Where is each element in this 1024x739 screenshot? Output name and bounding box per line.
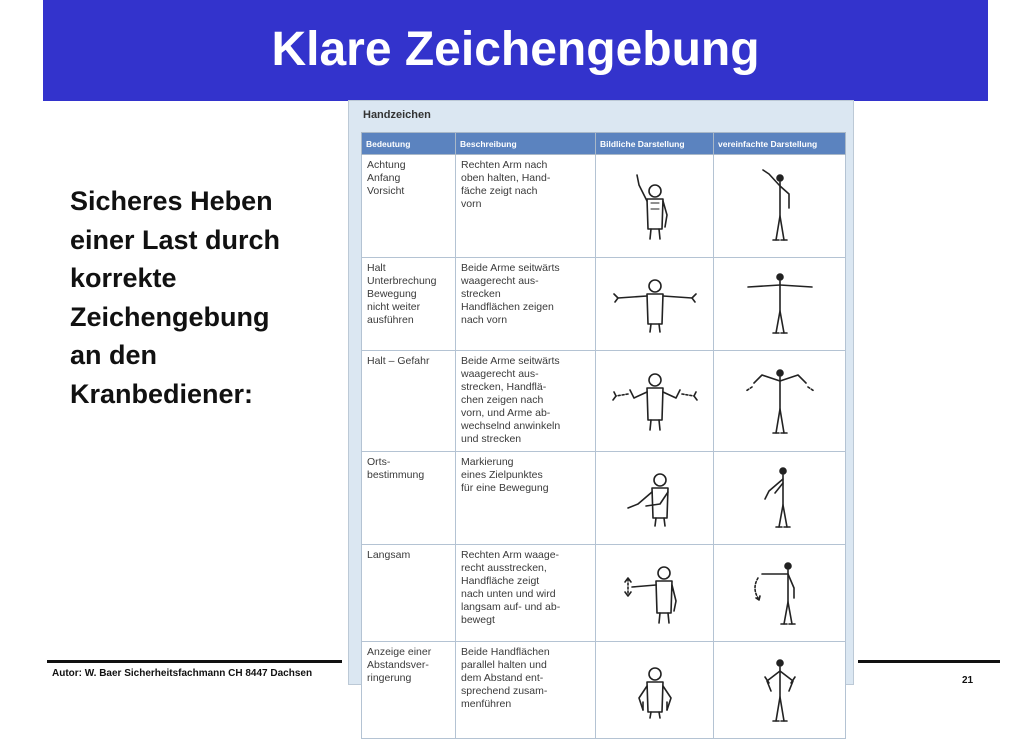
description-cell: Beide Arme seitwärts waagerecht aus- strecken, Handflä- chen zeigen nach vorn, und Arme ab- wechselnd anwinkeln und strecken bbox=[456, 351, 596, 452]
meaning-cell: Anzeige einer Abstandsver- ringerung bbox=[362, 642, 456, 739]
arm-raised-icon bbox=[755, 168, 805, 244]
meaning-cell: Halt – Gefahr bbox=[362, 351, 456, 452]
table-row bbox=[362, 155, 846, 258]
table-header-row bbox=[362, 133, 846, 155]
description-cell: Beide Handflächen parallel halten und dem Abstand ent- sprechend zusam- menführen bbox=[456, 642, 596, 739]
intro-line: korrekte bbox=[70, 263, 177, 293]
stick-figure-cell bbox=[714, 452, 846, 545]
description-cell: Beide Arme seitwärts waagerecht aus- strecken Handflächen zeigen nach vorn bbox=[456, 258, 596, 351]
footer-author: Autor: W. Baer Sicherheitsfachmann CH 8447 Dachsen bbox=[52, 668, 313, 679]
hand-signals-table bbox=[361, 132, 846, 739]
meaning-cell: Achtung Anfang Vorsicht bbox=[362, 155, 456, 258]
description-cell: Rechten Arm waage- recht ausstrecken, Handfläche zeigt nach unten und wird langsam auf- und ab- bewegt bbox=[456, 545, 596, 642]
slide-title: Klare Zeichengebung bbox=[271, 23, 760, 76]
slow-motion-icon bbox=[748, 558, 812, 628]
point-target-icon bbox=[755, 465, 805, 531]
intro-line: an den bbox=[70, 340, 158, 370]
meaning-cell: Halt Unterbrechung Bewegung nicht weiter ausführen bbox=[362, 258, 456, 351]
illustration-cell bbox=[596, 452, 714, 545]
table-row bbox=[362, 545, 846, 642]
stick-figure-cell bbox=[714, 351, 846, 452]
intro-text bbox=[70, 182, 340, 413]
column-header: vereinfachte Darstellung bbox=[714, 133, 846, 155]
arms-spread-icon bbox=[742, 271, 818, 337]
intro-line: Kranbediener: bbox=[70, 378, 254, 409]
meaning-cell: Langsam bbox=[362, 545, 456, 642]
table-row bbox=[362, 452, 846, 545]
hand-signals-scan bbox=[348, 100, 854, 710]
stick-figure-cell bbox=[714, 642, 846, 739]
scan-heading: Handzeichen bbox=[363, 109, 431, 121]
slow-motion-icon bbox=[620, 561, 690, 625]
column-header: Bedeutung bbox=[362, 133, 456, 155]
description-cell: Markierung eines Zielpunktes für eine Bewegung bbox=[456, 452, 596, 545]
hands-parallel-icon bbox=[625, 660, 685, 720]
table-row bbox=[362, 351, 846, 452]
footer-divider bbox=[858, 660, 1000, 663]
illustration-cell bbox=[596, 545, 714, 642]
stick-figure-cell bbox=[714, 545, 846, 642]
arms-waving-icon bbox=[610, 368, 700, 434]
column-header: Beschreibung bbox=[456, 133, 596, 155]
page-number: 21 bbox=[962, 675, 974, 686]
illustration-cell bbox=[596, 258, 714, 351]
footer-divider bbox=[47, 660, 342, 663]
stick-figure-cell bbox=[714, 258, 846, 351]
column-header: Bildliche Darstellung bbox=[596, 133, 714, 155]
arm-raised-icon bbox=[625, 171, 685, 241]
intro-line: Sicheres Heben bbox=[70, 186, 273, 216]
point-target-icon bbox=[620, 468, 690, 528]
illustration-cell bbox=[596, 642, 714, 739]
title-bar bbox=[43, 0, 988, 101]
hands-parallel-icon bbox=[755, 655, 805, 725]
illustration-cell bbox=[596, 155, 714, 258]
arms-waving-icon bbox=[742, 365, 818, 437]
table-row bbox=[362, 642, 846, 739]
intro-line: einer Last durch bbox=[70, 224, 281, 255]
intro-line: Zeichengebung bbox=[70, 301, 270, 332]
table-row bbox=[362, 258, 846, 351]
meaning-cell: Orts- bestimmung bbox=[362, 452, 456, 545]
description-cell: Rechten Arm nach oben halten, Hand- fäche zeigt nach vorn bbox=[456, 155, 596, 258]
arms-spread-icon bbox=[610, 274, 700, 334]
stick-figure-cell bbox=[714, 155, 846, 258]
illustration-cell bbox=[596, 351, 714, 452]
